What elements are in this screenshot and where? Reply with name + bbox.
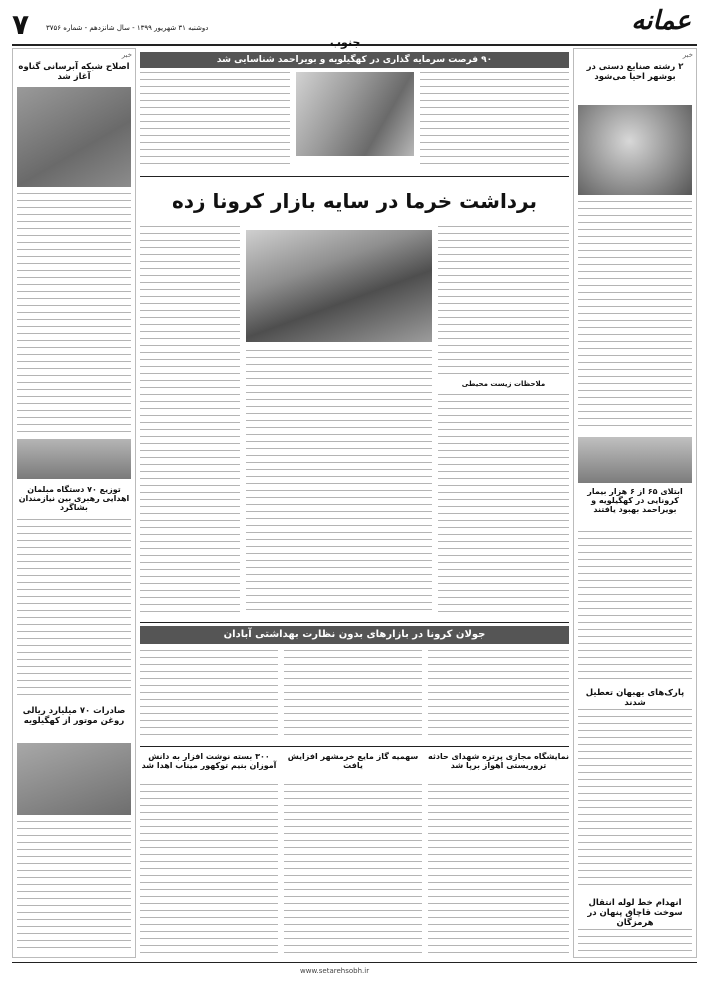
main-story-subhead: ملاحظات زیست محیطی [461,380,546,388]
masthead [12,6,697,49]
top-story-photo [296,72,414,156]
story-photo [17,439,131,479]
right-story4-title: انهدام خط لوله انتقال سوخت قاچاق پنهان در هرمزگان [587,898,683,928]
story-photo [17,87,131,187]
top-story-title: ۹۰ فرصت سرمایه گذاری در کهگیلویه و بویراحمد شناسایی شد [216,55,493,65]
left-story3-title: صادرات ۷۰ میلیارد ریالی روغن موتور از کهگیلویه [22,706,126,726]
band-story-title-bar [140,626,569,644]
top-story-title-bar [140,52,569,68]
band-story-title: جولان کرونا در بازارهای بدون نظارت بهداشتی آبادان [223,629,486,640]
website-url: www.setarehsobh.ir [300,967,370,975]
left-news-column [12,48,136,958]
left-story2-title: توزیع ۷۰ دستگاه مبلمان اهدایی رهبری بین نیازمندان بشاگرد [18,485,130,513]
section-name: جنوب [330,36,361,49]
story-photo [578,437,692,483]
right-news-column [573,48,697,958]
main-story-title: برداشت خرما در سایه بازار کرونا زده [171,189,538,213]
bottom-story3-title: ۳۰۰ بسته نوشت افزار به دانش آموزان بنیم توکهور میناب اهدا شد [141,752,277,771]
right-story1-title: ۲ رشته صنایع دستی در بوشهر احیا می‌شود [586,62,684,82]
bottom-story2-title: سهمیه گاز مایع خرمشهر افزایش یافت [287,752,419,771]
story-photo [17,743,131,815]
column-tag: خبر [121,51,132,59]
bottom-story1-title: نمایشگاه مجازی پرتره شهدای حادثه تروریستی اهواز برپا شد [428,752,569,771]
right-story2-title: ابتلای ۶۵ از ۶ هزار بیمار کرونایی در کهگیلویه و بویراحمد بهبود یافتند [587,487,683,515]
dateline: دوشنبه ۳۱ شهریور ۱۳۹۹ - سال شانزدهم - شماره ۳۷۵۶ [46,24,209,32]
story-photo [578,105,692,195]
column-tag: خبر [682,51,693,59]
main-story-photo [246,230,432,342]
left-story1-title: اصلاح شبکه آبرسانی گناوه آغاز شد [18,62,130,82]
newspaper-logo: عمانه [631,6,691,36]
page-number: ۷ [12,8,30,41]
right-story3-title: پارک‌های بهبهان تعطیل شدند [585,688,685,708]
